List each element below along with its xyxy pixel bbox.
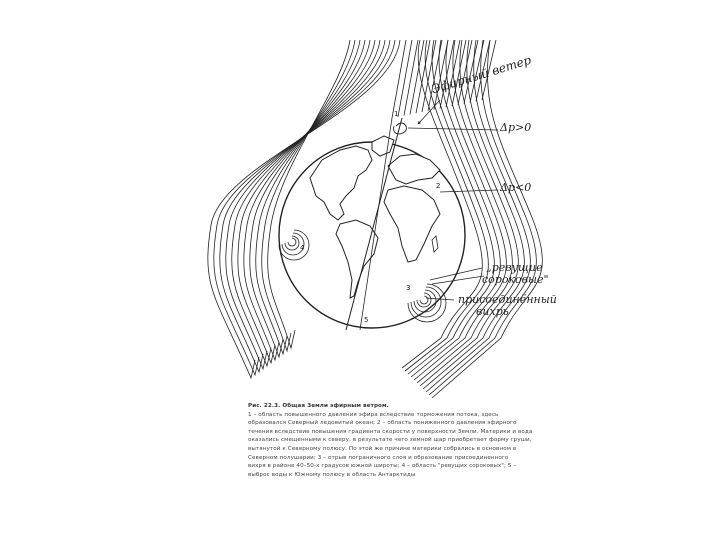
label-dp-positive: Δр>0 — [500, 121, 532, 134]
marker-2: 2 — [436, 182, 441, 190]
label-roaring-forties-1: „ревущие — [486, 261, 543, 274]
wind-line — [392, 40, 406, 118]
caption-line: течения вследствие повышения градиента скорости у поверхности Земли. Материки и вода — [248, 428, 533, 435]
caption-line: выброс воды к Южному полюсу в область Антарктиды — [248, 471, 416, 478]
wind-line — [410, 40, 424, 114]
wind-line — [434, 40, 448, 110]
label-dp-negative: Δр<0 — [500, 181, 532, 194]
marker-1: 1 — [394, 110, 399, 118]
label-ether-wind: Эфирный ветер — [429, 52, 533, 97]
wind-line — [422, 40, 436, 112]
caption-line: вихря в районе 40–50-х градусов южной широты; 4 – область "ревущих сороковых"; 5 – — [248, 463, 517, 470]
caption-line: вытянутой к Северному полюсу. По этой же причине материки собрались в основном в — [248, 445, 517, 452]
caption-line: оказались смещенными к северу, в результате чего земной шар приобретает форму груши, — [248, 437, 532, 444]
marker-4: 4 — [300, 244, 305, 252]
caption-line: Северном полушарии; 3 – отрыв пограничного слоя и образование присоединенного — [248, 454, 509, 461]
wind-line — [440, 40, 454, 108]
marker-3: 3 — [406, 284, 411, 292]
caption-line: образовался Северный ледовитый океан; 2 – область пониженного давления эфирного — [248, 420, 517, 427]
caption-line: 1 – область повышенного давления эфира вследствие торможения потока, здесь — [248, 411, 499, 418]
figure-caption — [248, 402, 558, 479]
earth-globe — [279, 118, 465, 330]
wind-line — [398, 40, 412, 117]
caption-title: Рис. 22.3. Общая Земли эфирным ветром. — [248, 403, 389, 409]
wind-line — [404, 40, 418, 116]
marker-5: 5 — [364, 316, 369, 324]
label-roaring-forties-2: сороковые" — [482, 273, 549, 286]
label-attached-vortex-1: присоединённый — [458, 293, 557, 306]
label-attached-vortex-2: вихрь — [476, 305, 509, 318]
